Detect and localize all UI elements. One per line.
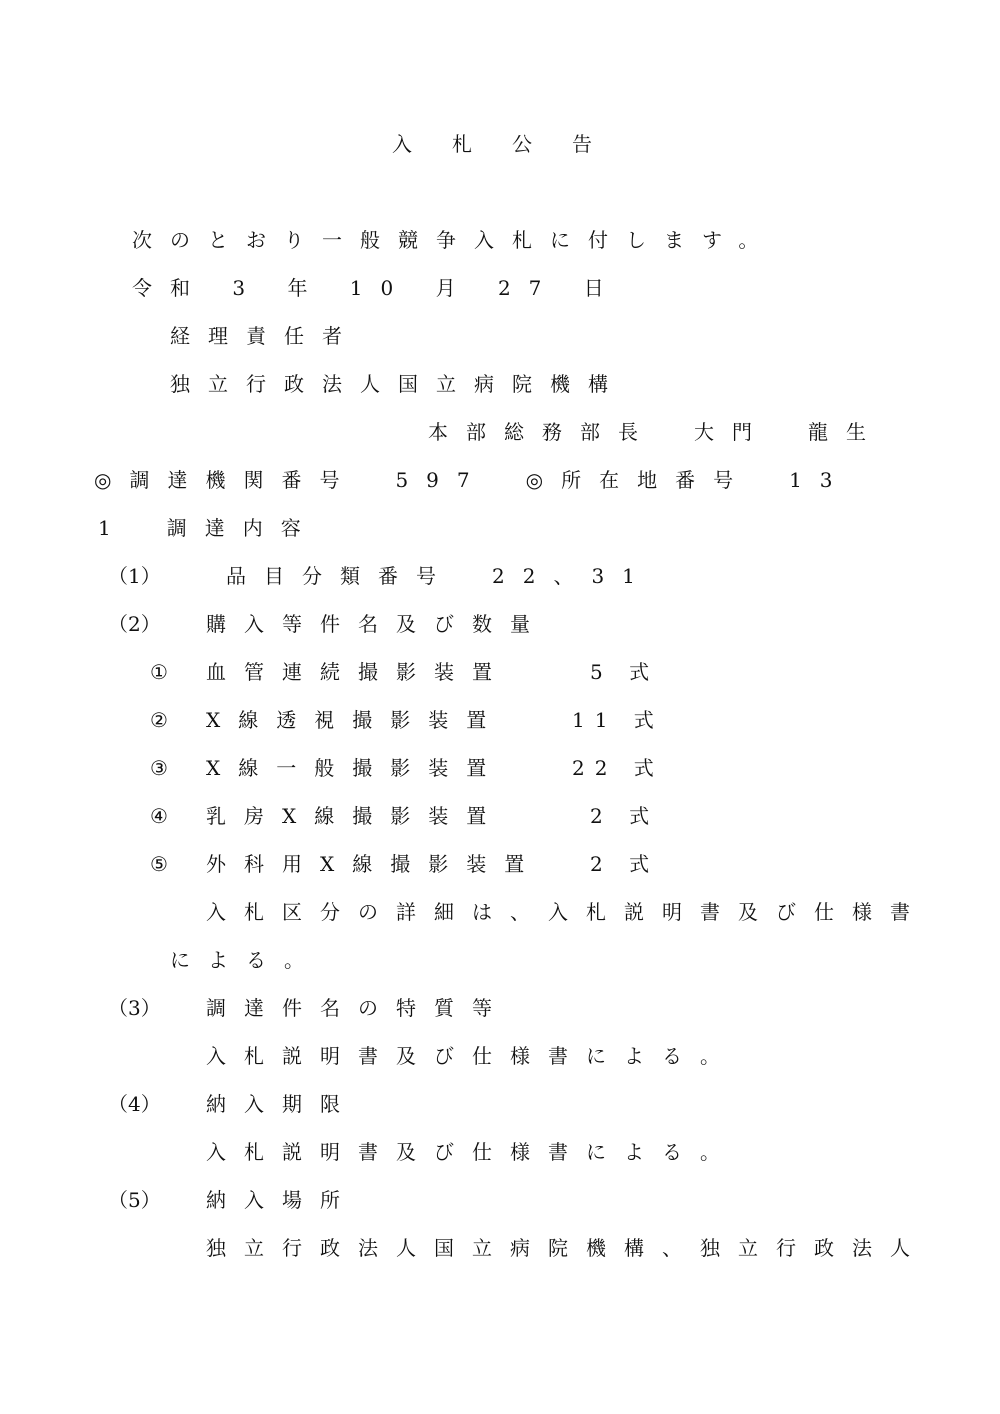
- section-heading: 1 調達内容: [98, 516, 319, 540]
- item-label: （4）: [108, 1092, 161, 1116]
- list-mark: ④: [150, 804, 168, 828]
- equipment-qty: 2 式: [590, 852, 660, 876]
- equipment-qty: 22 式: [572, 756, 664, 780]
- equipment-name: X線透視撮影装置: [206, 708, 505, 732]
- list-mark: ②: [150, 708, 168, 732]
- item-note: による。: [170, 948, 322, 972]
- item-label: （2）: [108, 612, 161, 636]
- issuer-position-name: 本部総務部長 大門 龍生: [428, 420, 884, 444]
- equipment-qty: 2 式: [590, 804, 660, 828]
- equipment-qty: 11 式: [572, 708, 664, 732]
- item-text: 調達件名の特質等: [206, 996, 510, 1020]
- date: 令和 3 年 10 月 27 日: [132, 276, 622, 300]
- issuer-role: 経理責任者: [170, 324, 360, 348]
- equipment-name: X線一般撮影装置: [206, 756, 505, 780]
- equipment-name: 乳房X線撮影装置: [206, 804, 505, 828]
- list-mark: ③: [150, 756, 168, 780]
- item-text: 購入等件名及び数量: [206, 612, 548, 636]
- item-text: 納入場所: [206, 1188, 358, 1212]
- page-title: 入札公告: [392, 132, 632, 156]
- item-label: （5）: [108, 1188, 161, 1212]
- item-text: 納入期限: [206, 1092, 358, 1116]
- item-text: 品目分類番号 22、31: [226, 564, 653, 588]
- item-label: （1）: [108, 564, 161, 588]
- equipment-name: 血管連続撮影装置: [206, 660, 510, 684]
- item-detail: 独立行政法人国立病院機構、独立行政法人: [206, 1236, 928, 1260]
- issuer-organization: 独立行政法人国立病院機構: [170, 372, 626, 396]
- equipment-name: 外科用X線撮影装置: [206, 852, 543, 876]
- list-mark: ①: [150, 660, 168, 684]
- intro-text: 次のとおり一般競争入札に付します。: [132, 228, 777, 252]
- item-note: 入札区分の詳細は、入札説明書及び仕様書: [206, 900, 928, 924]
- item-label: （3）: [108, 996, 161, 1020]
- equipment-qty: 5 式: [590, 660, 660, 684]
- item-detail: 入札説明書及び仕様書による。: [206, 1140, 738, 1164]
- item-detail: 入札説明書及び仕様書による。: [206, 1044, 738, 1068]
- procurement-numbers: ◎調達機関番号 597 ◎所在地番号 13: [94, 468, 851, 492]
- list-mark: ⑤: [150, 852, 168, 876]
